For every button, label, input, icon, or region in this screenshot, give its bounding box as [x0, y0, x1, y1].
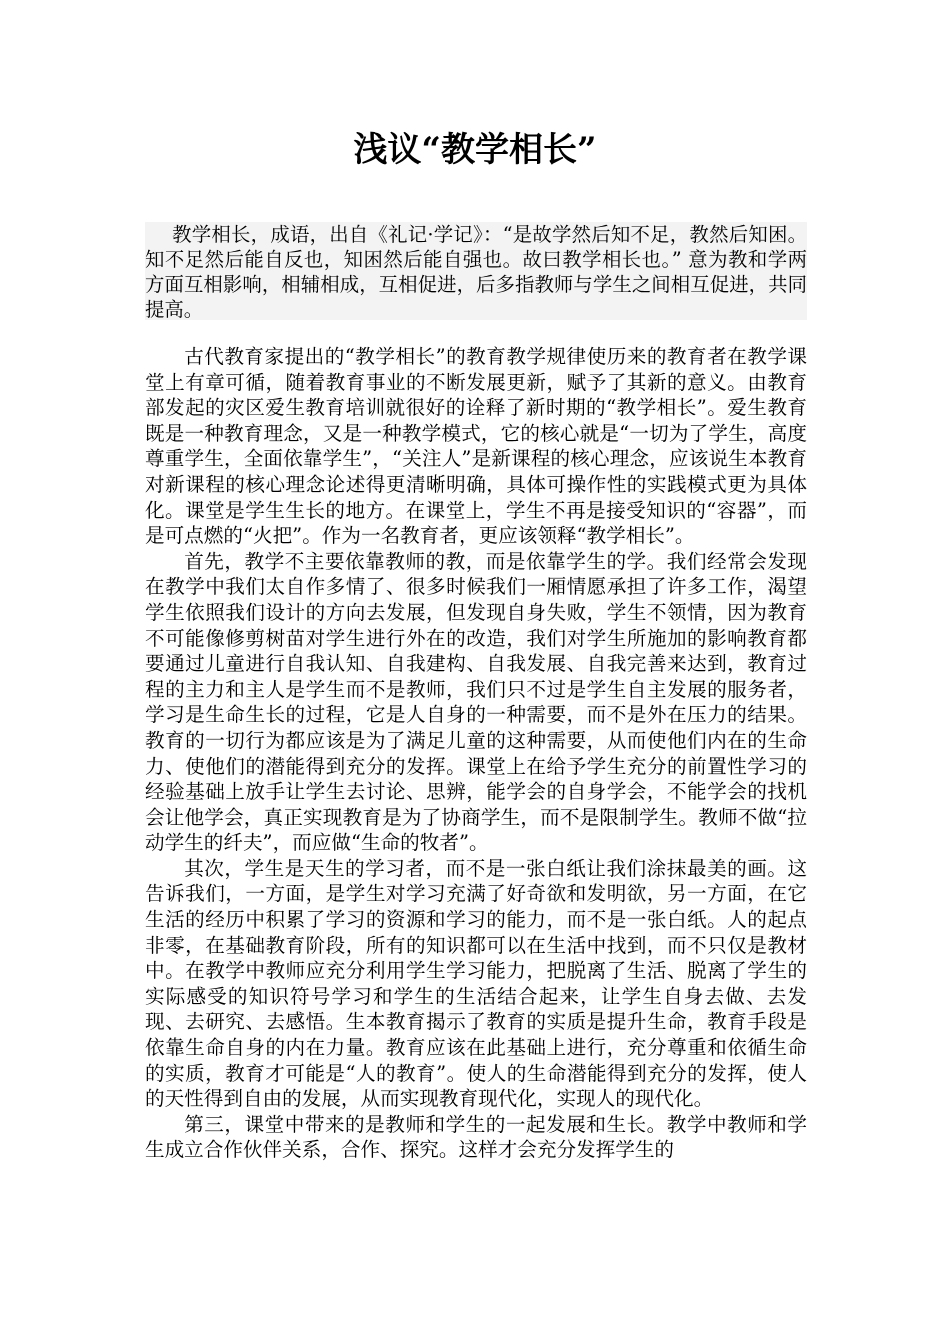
body-text — [145, 344, 807, 1224]
paragraph-2: 首先，教学不主要依靠教师的教，而是依靠学生的学。我们经常会发现在教学中我们太自作多情了、很多时候我们一厢情愿承担了许多工作，渴望学生依照我们设计的方向去发展，但发现自身失败，学生不领情，因为教育不可能像修剪树苗对学生进行外在的改造，我们对学生所施加的影响教育都要通过儿童进行自我认知、自我建构、自我发展、自我完善来达到，教育过程的主力和主人是学生而不是教师，我们只不过是学生自主发展的服务者，学习是生命生长的过程，它是人自身的一种需要，而不是外在压力的结果。教育的一切行为都应该是为了满足儿童的这种需要，从而使他们内在的生命力、使他们的潜能得到充分的发挥。课堂上在给予学生充分的前置性学习的经验基础上放手让学生去讨论、思辨，能学会的自身学会，不能学会的找机会让他学会，真正实现教育是为了协商学生，而不是限制学生。教师不做“拉动学生的纤夫”，而应做“生命的牧者”。 — [145, 549, 807, 855]
paragraph-1: 古代教育家提出的“教学相长”的教育教学规律使历来的教育者在教学课堂上有章可循，随着教育事业的不断发展更新，赋予了其新的意义。由教育部发起的灾区爱生教育培训就很好的诠释了新时期的“教学相长”。爱生教育既是一种教育理念，又是一种教学模式，它的核心就是“一切为了学生，高度尊重学生，全面依靠学生”，“关注人”是新课程的核心理念，应该说生本教育对新课程的核心理念论述得更清晰明确，具体可操作性的实践模式更为具体化。课堂是学生生长的地方。在课堂上，学生不再是接受知识的“容器”，而是可点燃的“火把”。作为一名教育者，更应该领释“教学相长”。 — [145, 345, 807, 548]
paragraph-4: 第三，课堂中带来的是教师和学生的一起发展和生长。教学中教师和学生成立合作伙伴关系，合作、探究。这样才会充分发挥学生的 — [145, 1112, 807, 1162]
paragraph-3: 其次，学生是天生的学习者，而不是一张白纸让我们涂抹最美的画。这告诉我们，一方面，是学生对学习充满了好奇欲和发明欲，另一方面，在它生活的经历中积累了学习的资源和学习的能力，而不是一张白纸。人的起点非零，在基础教育阶段，所有的知识都可以在生活中找到，而不只仅是教材中。在教学中教师应充分利用学生学习能力，把脱离了生活、脱离了学生的实际感受的知识符号学习和学生的生活结合起来，让学生自身去做、去发现、去研究、去感悟。生本教育揭示了教育的实质是提升生命，教育手段是依靠生命自身的内在力量。教育应该在此基础上进行，充分尊重和依循生命的实质，教育才可能是“人的教育”。使人的生命潜能得到充分的发挥，使人的天性得到自由的发展，从而实现教育现代化，实现人的现代化。 — [145, 856, 807, 1111]
abstract-text: 教学相长，成语，出自《礼记·学记》：“是故学然后知不足，教然后知困。知不足然后能自反也，知困然后能自强也。故曰教学相长也。” 意为教和学两方面互相影响，相辅相成，互相促进，后多指教师与学生之间相互促进，共同提高。 — [145, 223, 807, 320]
abstract-block — [145, 222, 807, 320]
document-title: 浅议“教学相长” — [353, 130, 597, 170]
